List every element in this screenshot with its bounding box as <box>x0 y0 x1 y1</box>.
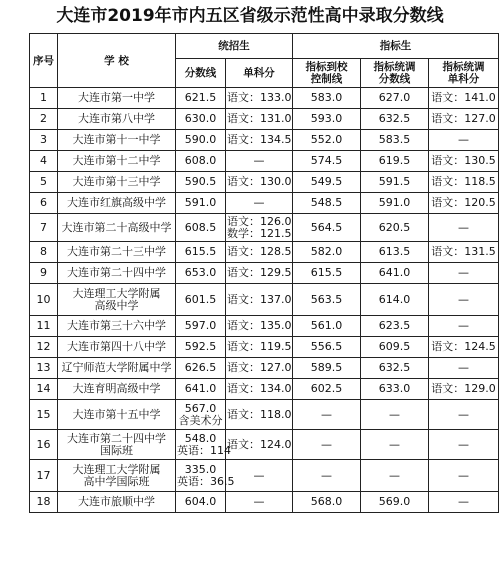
cell-single-subject <box>226 400 293 430</box>
cell-seq: 12 <box>30 337 58 358</box>
cell-quota-adjust-line: 591.0 <box>361 193 429 214</box>
header-quota-adjust-line: 指标统调 分数线 <box>361 59 429 88</box>
cell-quota-adjust-single: — <box>429 400 499 430</box>
cell-quota-control-line: — <box>293 430 361 460</box>
cell-quota-adjust-single: — <box>429 263 499 284</box>
table-row <box>30 460 499 492</box>
cell-score-line-line: 335.0 <box>184 462 217 476</box>
cell-single-subject-line: — <box>253 495 265 508</box>
cell-school <box>58 358 176 379</box>
cell-quota-control-line: 563.5 <box>293 284 361 316</box>
cell-score-line <box>176 130 226 151</box>
cell-quota-control-line: 549.5 <box>293 172 361 193</box>
cell-single-subject-line: 语文：131.0 <box>227 112 292 125</box>
cell-quota-control-line: 574.5 <box>293 151 361 172</box>
cell-score-line-line: 653.0 <box>184 266 217 279</box>
cell-single-subject-line: 语文：135.0 <box>227 319 292 332</box>
cell-single-subject <box>226 337 293 358</box>
cell-score-line <box>176 358 226 379</box>
cell-quota-adjust-line: 627.0 <box>361 88 429 109</box>
cell-score-line <box>176 263 226 284</box>
cell-school <box>58 172 176 193</box>
cell-score-line-line: 591.0 <box>184 196 217 209</box>
cell-single-subject-line: — <box>253 154 265 167</box>
cell-seq: 2 <box>30 109 58 130</box>
table-row <box>30 358 499 379</box>
table-row <box>30 263 499 284</box>
cell-school <box>58 193 176 214</box>
cell-score-line <box>176 88 226 109</box>
cell-score-line <box>176 214 226 242</box>
cell-seq: 10 <box>30 284 58 316</box>
score-table <box>29 33 499 513</box>
cell-school <box>58 109 176 130</box>
cell-quota-control-line: 568.0 <box>293 492 361 513</box>
cell-single-subject-line: 语文：129.5 <box>227 266 292 279</box>
cell-single-subject <box>226 379 293 400</box>
cell-score-line-line: 601.5 <box>184 292 217 306</box>
cell-seq: 8 <box>30 242 58 263</box>
cell-quota-adjust-line: — <box>361 430 429 460</box>
cell-single-subject <box>226 460 293 492</box>
cell-school-line: 国际班 <box>100 443 133 457</box>
cell-seq: 9 <box>30 263 58 284</box>
cell-quota-adjust-single: — <box>429 130 499 151</box>
header-seq: 序号 <box>30 34 58 88</box>
header-quota-control-line: 指标到校 控制线 <box>293 59 361 88</box>
cell-quota-adjust-single: 语文：118.5 <box>429 172 499 193</box>
table-row <box>30 109 499 130</box>
cell-quota-control-line: 589.5 <box>293 358 361 379</box>
cell-score-line <box>176 337 226 358</box>
table-row <box>30 316 499 337</box>
cell-quota-adjust-line: 641.0 <box>361 263 429 284</box>
header-quota-adjust-single: 指标统调 单科分 <box>429 59 499 88</box>
cell-school-line: 辽宁师范大学附属中学 <box>61 361 172 374</box>
cell-school-line: 大连市第十一中学 <box>72 133 161 146</box>
cell-score-line-line: 597.0 <box>184 319 217 332</box>
cell-quota-adjust-single: — <box>429 316 499 337</box>
header-single-subject: 单科分 <box>226 59 293 88</box>
cell-quota-adjust-single: 语文：141.0 <box>429 88 499 109</box>
cell-single-subject-line: 语文：119.5 <box>227 340 292 353</box>
cell-seq: 15 <box>30 400 58 430</box>
cell-school <box>58 337 176 358</box>
cell-school <box>58 316 176 337</box>
cell-quota-adjust-single: — <box>429 430 499 460</box>
cell-quota-adjust-single: 语文：127.0 <box>429 109 499 130</box>
cell-school-line: 大连市第二十四中学 <box>67 266 166 279</box>
table-row <box>30 242 499 263</box>
cell-score-line <box>176 172 226 193</box>
cell-single-subject <box>226 193 293 214</box>
table-body <box>30 88 499 513</box>
cell-seq: 6 <box>30 193 58 214</box>
cell-single-subject-line: 语文：134.0 <box>227 382 292 395</box>
cell-single-subject-line: 语文：124.0 <box>227 437 292 451</box>
cell-score-line <box>176 109 226 130</box>
cell-quota-control-line: 552.0 <box>293 130 361 151</box>
cell-school <box>58 460 176 492</box>
cell-score-line-line: 英语：114 <box>177 443 231 457</box>
cell-score-line-line: 626.5 <box>184 361 217 374</box>
cell-school <box>58 430 176 460</box>
cell-quota-adjust-line: 633.0 <box>361 379 429 400</box>
header-group-quota: 指标生 <box>293 34 499 59</box>
cell-quota-control-line: — <box>293 400 361 430</box>
cell-quota-control-line: 561.0 <box>293 316 361 337</box>
cell-score-line-line: 608.5 <box>184 220 217 234</box>
cell-quota-control-line: 602.5 <box>293 379 361 400</box>
cell-school <box>58 400 176 430</box>
cell-quota-adjust-line: 609.5 <box>361 337 429 358</box>
cell-score-line <box>176 242 226 263</box>
cell-quota-control-line: 556.5 <box>293 337 361 358</box>
cell-single-subject-line: 数学：121.5 <box>227 226 292 240</box>
cell-single-subject-line: 语文：133.0 <box>227 91 292 104</box>
cell-score-line-line: 567.0 <box>184 401 217 415</box>
cell-quota-adjust-single: 语文：129.0 <box>429 379 499 400</box>
cell-school <box>58 151 176 172</box>
cell-school-line: 大连市第二十三中学 <box>67 245 166 258</box>
page-title: 大连市2019年市内五区省级示范性高中录取分数线 <box>56 6 444 26</box>
cell-school-line: 大连市第四十八中学 <box>67 340 166 353</box>
cell-quota-adjust-single: — <box>429 358 499 379</box>
cell-quota-control-line: 583.0 <box>293 88 361 109</box>
table-row <box>30 130 499 151</box>
cell-school-line: 大连理工大学附属 <box>72 286 161 300</box>
cell-single-subject-line: — <box>253 196 265 209</box>
cell-quota-control-line: 593.0 <box>293 109 361 130</box>
cell-single-subject-line: 语文：127.0 <box>227 361 292 374</box>
cell-quota-adjust-line: 632.5 <box>361 358 429 379</box>
cell-quota-control-line: 548.5 <box>293 193 361 214</box>
cell-school <box>58 263 176 284</box>
cell-score-line <box>176 492 226 513</box>
cell-quota-adjust-line: 623.5 <box>361 316 429 337</box>
cell-quota-adjust-single: 语文：131.5 <box>429 242 499 263</box>
cell-school <box>58 130 176 151</box>
cell-score-line-line: 615.5 <box>184 245 217 258</box>
table-row <box>30 193 499 214</box>
table-row <box>30 151 499 172</box>
cell-school-line: 大连市第二十高级中学 <box>61 220 172 234</box>
cell-seq: 1 <box>30 88 58 109</box>
cell-quota-adjust-line: 613.5 <box>361 242 429 263</box>
table-row <box>30 88 499 109</box>
cell-score-line-line: 621.5 <box>184 91 217 104</box>
table-row <box>30 337 499 358</box>
table-row <box>30 492 499 513</box>
cell-single-subject <box>226 492 293 513</box>
cell-single-subject <box>226 358 293 379</box>
table-row <box>30 172 499 193</box>
cell-single-subject <box>226 109 293 130</box>
cell-single-subject <box>226 130 293 151</box>
cell-quota-adjust-line: — <box>361 400 429 430</box>
cell-seq: 4 <box>30 151 58 172</box>
cell-score-line-line: 641.0 <box>184 382 217 395</box>
cell-single-subject <box>226 172 293 193</box>
cell-school-line: 高中学国际班 <box>83 474 150 488</box>
cell-score-line <box>176 151 226 172</box>
cell-school <box>58 492 176 513</box>
cell-quota-adjust-single: — <box>429 492 499 513</box>
header-school: 学 校 <box>58 34 176 88</box>
header-score-line: 分数线 <box>176 59 226 88</box>
cell-quota-adjust-single: — <box>429 284 499 316</box>
cell-quota-control-line: 582.0 <box>293 242 361 263</box>
cell-school <box>58 242 176 263</box>
cell-score-line-line: 604.0 <box>184 495 217 508</box>
cell-quota-adjust-single: 语文：124.5 <box>429 337 499 358</box>
cell-score-line <box>176 193 226 214</box>
cell-seq: 7 <box>30 214 58 242</box>
cell-school <box>58 88 176 109</box>
cell-school-line: 大连市第八中学 <box>78 112 155 125</box>
cell-score-line <box>176 460 235 492</box>
cell-single-subject-line: 语文：137.0 <box>227 292 292 306</box>
cell-single-subject <box>226 430 293 460</box>
cell-score-line <box>176 316 226 337</box>
cell-seq: 14 <box>30 379 58 400</box>
cell-school-line: 大连市第十五中学 <box>72 407 161 421</box>
cell-school-line: 大连市旅顺中学 <box>78 495 155 508</box>
cell-quota-adjust-single: — <box>429 214 499 242</box>
cell-score-line-line: 608.0 <box>184 154 217 167</box>
cell-school-line: 大连育明高级中学 <box>72 382 161 395</box>
cell-single-subject <box>226 316 293 337</box>
cell-score-line <box>176 400 226 430</box>
cell-school <box>58 379 176 400</box>
cell-single-subject-line: 语文：118.0 <box>227 407 292 421</box>
cell-single-subject <box>226 284 293 316</box>
cell-score-line-line: 590.5 <box>184 175 217 188</box>
cell-school-line: 大连市红旗高级中学 <box>67 196 166 209</box>
cell-seq: 5 <box>30 172 58 193</box>
table-row <box>30 214 499 242</box>
cell-quota-control-line: 564.5 <box>293 214 361 242</box>
cell-quota-adjust-single: 语文：120.5 <box>429 193 499 214</box>
cell-quota-adjust-line: — <box>361 460 429 492</box>
cell-single-subject <box>226 214 293 242</box>
cell-quota-adjust-single: 语文：130.5 <box>429 151 499 172</box>
cell-school <box>58 214 176 242</box>
table-row <box>30 400 499 430</box>
cell-seq: 17 <box>30 460 58 492</box>
cell-score-line-line: 548.0 <box>184 431 217 445</box>
cell-quota-adjust-line: 620.5 <box>361 214 429 242</box>
cell-school-line: 大连理工大学附属 <box>72 462 161 476</box>
cell-school-line: 大连市第十二中学 <box>72 154 161 167</box>
cell-single-subject-line: 语文：134.5 <box>227 133 292 146</box>
cell-school-line: 高级中学 <box>94 298 139 312</box>
cell-quota-adjust-line: 591.5 <box>361 172 429 193</box>
cell-quota-adjust-line: 632.5 <box>361 109 429 130</box>
cell-single-subject <box>226 151 293 172</box>
cell-seq: 11 <box>30 316 58 337</box>
cell-seq: 13 <box>30 358 58 379</box>
cell-single-subject <box>226 88 293 109</box>
cell-quota-adjust-line: 614.0 <box>361 284 429 316</box>
cell-quota-control-line: 615.5 <box>293 263 361 284</box>
cell-school-line: 大连市第一中学 <box>78 91 155 104</box>
cell-school-line: 大连市第二十四中学 <box>67 431 166 445</box>
table-row <box>30 284 499 316</box>
cell-quota-adjust-line: 619.5 <box>361 151 429 172</box>
cell-school-line: 大连市第十三中学 <box>72 175 161 188</box>
cell-score-line-line: 英语：36.5 <box>177 474 235 488</box>
cell-single-subject <box>226 242 293 263</box>
cell-score-line <box>176 379 226 400</box>
cell-quota-control-line: — <box>293 460 361 492</box>
cell-score-line <box>176 430 231 460</box>
cell-seq: 16 <box>30 430 58 460</box>
cell-score-line-line: 592.5 <box>184 340 217 353</box>
cell-school-line: 大连市第三十六中学 <box>67 319 166 332</box>
header-row-1 <box>30 34 499 59</box>
cell-single-subject-line: 语文：130.0 <box>227 175 292 188</box>
cell-quota-adjust-line: 583.5 <box>361 130 429 151</box>
table-row <box>30 430 499 460</box>
cell-quota-adjust-line: 569.0 <box>361 492 429 513</box>
cell-score-line <box>176 284 226 316</box>
table-row <box>30 379 499 400</box>
cell-single-subject-line: 语文：126.0 <box>227 214 292 228</box>
cell-seq: 18 <box>30 492 58 513</box>
header-group-general: 统招生 <box>176 34 293 59</box>
cell-single-subject-line: — <box>253 468 265 482</box>
cell-score-line-line: 630.0 <box>184 112 217 125</box>
cell-single-subject-line: 语文：128.5 <box>227 245 292 258</box>
cell-seq: 3 <box>30 130 58 151</box>
cell-score-line-line: 590.0 <box>184 133 217 146</box>
cell-score-line-line: 含美术分 <box>178 413 223 427</box>
cell-school <box>58 284 176 316</box>
cell-single-subject <box>226 263 293 284</box>
cell-quota-adjust-single: — <box>429 460 499 492</box>
